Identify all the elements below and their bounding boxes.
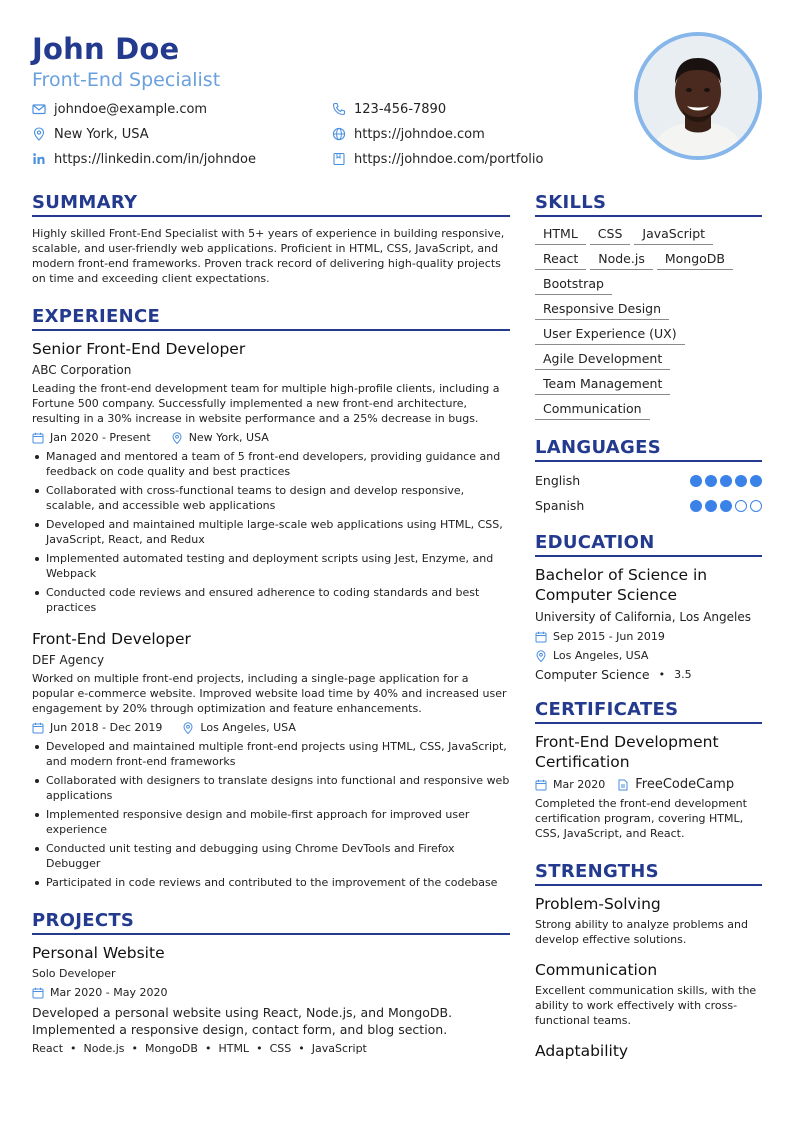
language-row xyxy=(535,493,762,518)
project-role: Solo Developer xyxy=(32,967,116,980)
job-description: Worked on multiple front-end projects, including a single-page application for a popular e-commerce website. Improved website load time by 40% and increased user engagement by 20% through optimization and feature enhancements. xyxy=(32,672,507,715)
job-title: Senior Front-End Developer xyxy=(32,340,246,358)
strength-name: Communication xyxy=(535,961,658,979)
list-item: Developed and maintained multiple large-scale web applications using HTML, CSS, JavaScript, React, and Redux xyxy=(32,517,510,547)
list-item: Collaborated with cross-functional teams to design and develop responsive, scalable, and accessible web applications xyxy=(32,483,510,513)
list-item: Developed and maintained multiple front-end projects using HTML, CSS, JavaScript, and modern front-end frameworks xyxy=(32,739,510,769)
job-meta xyxy=(32,430,510,445)
proficiency-dot-filled xyxy=(750,475,762,487)
project-entry xyxy=(32,943,510,1056)
job-entry xyxy=(32,339,510,615)
proficiency-dot-filled xyxy=(705,500,717,512)
projects-heading: PROJECTS xyxy=(32,910,510,935)
experience-heading: EXPERIENCE xyxy=(32,306,510,331)
globe-icon xyxy=(332,127,346,141)
profile-photo xyxy=(634,32,762,160)
resume-header xyxy=(32,30,762,170)
proficiency-dot-empty xyxy=(735,500,747,512)
job-entry xyxy=(32,629,510,890)
certificate-issuer: FreeCodeCamp xyxy=(635,777,735,792)
job-bullets xyxy=(32,449,510,615)
skill-tag: User Experience (UX) xyxy=(535,325,685,345)
candidate-name: John Doe xyxy=(32,32,180,66)
skills-heading: SKILLS xyxy=(535,192,762,217)
certificate-description: Completed the front-end development certification program, covering HTML, CSS, JavaScript, and React. xyxy=(535,797,747,840)
job-meta xyxy=(32,720,510,735)
tech-tag: Node.js xyxy=(83,1042,125,1055)
education-section xyxy=(535,532,762,682)
tech-tag: JavaScript xyxy=(311,1042,367,1055)
proficiency-dot-empty xyxy=(750,500,762,512)
contact-linkedin[interactable] xyxy=(32,150,256,168)
location-pin-icon xyxy=(32,127,46,141)
strength-name: Adaptability xyxy=(535,1042,629,1060)
contact-email[interactable] xyxy=(32,100,207,118)
strengths-heading: STRENGTHS xyxy=(535,861,762,886)
skill-tag: MongoDB xyxy=(657,250,733,270)
tech-tag: React xyxy=(32,1042,64,1055)
summary-section xyxy=(32,192,510,286)
list-item: Implemented automated testing and deployment scripts using Jest, Enzyme, and Webpack xyxy=(32,551,510,581)
list-item: Conducted unit testing and debugging using Chrome DevTools and Firefox Debugger xyxy=(32,841,510,871)
calendar-icon xyxy=(32,987,44,999)
project-description: Developed a personal website using React, Node.js, and MongoDB. Implemented a responsive design, contact form, and blog section. xyxy=(32,1005,453,1037)
language-name: Spanish xyxy=(535,498,585,513)
portfolio-icon xyxy=(332,152,346,166)
contact-website[interactable] xyxy=(332,125,485,143)
list-item: Implemented responsive design and mobile-first approach for improved user experience xyxy=(32,807,510,837)
project-meta xyxy=(32,985,510,1000)
phone-text: 123-456-7890 xyxy=(354,101,447,117)
project-name: Personal Website xyxy=(32,944,165,962)
calendar-icon xyxy=(32,722,44,734)
education-heading: EDUCATION xyxy=(535,532,762,557)
summary-text: Highly skilled Front-End Specialist with 5+ years of experience in building responsive, scalable, and user-friendly web applications. Proficient in HTML, CSS, JavaScript, and modern front-end frameworks. Proven track record of delivering high-quality projects on time and exceeding client expectations. xyxy=(32,227,505,285)
location-pin-icon xyxy=(171,432,183,444)
skill-tag: Node.js xyxy=(590,250,653,270)
skill-tag: Agile Development xyxy=(535,350,670,370)
tech-tag: CSS xyxy=(269,1042,292,1055)
list-item: Managed and mentored a team of 5 front-end developers, providing guidance and feedback on code quality and best practices xyxy=(32,449,510,479)
job-company: DEF Agency xyxy=(32,653,105,667)
projects-section xyxy=(32,910,510,1056)
languages-heading: LANGUAGES xyxy=(535,437,762,462)
summary-heading: SUMMARY xyxy=(32,192,510,217)
job-title: Front-End Developer xyxy=(32,630,191,648)
gpa: 3.5 xyxy=(674,668,692,681)
contact-location xyxy=(32,125,149,143)
proficiency-dot-filled xyxy=(690,475,702,487)
avatar-portrait-icon xyxy=(638,36,758,156)
email-text: johndoe@example.com xyxy=(54,101,208,117)
list-item: Conducted code reviews and ensured adherence to coding standards and best practices xyxy=(32,585,510,615)
education-dates-text: Sep 2015 - Jun 2019 xyxy=(553,630,665,643)
candidate-title: Front-End Specialist xyxy=(32,69,221,91)
skill-tag: JavaScript xyxy=(634,225,713,245)
list-item: Participated in code reviews and contributed to the improvement of the codebase xyxy=(32,875,510,890)
document-icon xyxy=(617,779,629,791)
skill-tag: React xyxy=(535,250,586,270)
proficiency-dots xyxy=(687,500,762,512)
certificate-name: Front-End Development Certification xyxy=(535,733,719,771)
skill-tag: Team Management xyxy=(535,375,670,395)
education-location xyxy=(535,648,762,663)
skill-tags xyxy=(535,225,762,425)
proficiency-dots xyxy=(687,475,762,487)
job-bullets xyxy=(32,739,510,890)
project-tech-list: React • Node.js • MongoDB • HTML • CSS • JavaScript xyxy=(32,1042,367,1055)
calendar-icon xyxy=(32,432,44,444)
skill-tag: Responsive Design xyxy=(535,300,669,320)
right-column xyxy=(535,192,762,1061)
strength-description: Excellent communication skills, with the ability to work effectively with cross-functional teams. xyxy=(535,984,757,1027)
location-pin-icon xyxy=(535,650,547,662)
experience-section xyxy=(32,306,510,890)
left-column xyxy=(32,192,510,1056)
job-description: Leading the front-end development team for multiple high-profile clients, including a Fortune 500 company. Successfully implemented a new front-end architecture, resulting in a 30% increase in website performance and a 25% decrease in bugs. xyxy=(32,382,500,425)
job-company: ABC Corporation xyxy=(32,363,132,377)
location-text: New York, USA xyxy=(54,126,149,142)
job-dates: Jan 2020 - Present xyxy=(50,431,151,444)
strength-name: Problem-Solving xyxy=(535,895,661,913)
skill-tag: CSS xyxy=(590,225,631,245)
skill-tag: Bootstrap xyxy=(535,275,612,295)
education-location-text: Los Angeles, USA xyxy=(553,649,649,662)
portfolio-text: https://johndoe.com/portfolio xyxy=(354,151,544,167)
tech-tag: HTML xyxy=(218,1042,250,1055)
website-text: https://johndoe.com xyxy=(354,126,485,142)
project-dates: Mar 2020 - May 2020 xyxy=(50,986,168,999)
proficiency-dot-filled xyxy=(720,500,732,512)
proficiency-dot-filled xyxy=(705,475,717,487)
tech-tag: MongoDB xyxy=(145,1042,198,1055)
strengths-section xyxy=(535,861,762,1061)
contact-portfolio[interactable] xyxy=(332,150,543,168)
list-item: Collaborated with designers to translate designs into functional and responsive web applications xyxy=(32,773,510,803)
skill-tag: HTML xyxy=(535,225,586,245)
skill-tag: Communication xyxy=(535,400,650,420)
job-location: New York, USA xyxy=(188,431,269,444)
language-list xyxy=(535,468,762,518)
skills-section xyxy=(535,192,762,425)
mail-icon xyxy=(32,102,46,116)
language-row xyxy=(535,468,762,493)
education-field: Computer Science xyxy=(535,667,650,682)
school: University of California, Los Angeles xyxy=(535,610,752,624)
education-dates xyxy=(535,629,762,644)
certificate-date: Mar 2020 xyxy=(553,778,606,791)
certificate-meta xyxy=(535,777,762,792)
certificates-section xyxy=(535,699,762,841)
contact-phone[interactable] xyxy=(332,100,446,118)
proficiency-dot-filled xyxy=(690,500,702,512)
proficiency-dot-filled xyxy=(720,475,732,487)
languages-section xyxy=(535,437,762,518)
calendar-icon xyxy=(535,779,547,791)
phone-icon xyxy=(332,102,346,116)
linkedin-text: https://linkedin.com/in/johndoe xyxy=(54,151,256,167)
degree: Bachelor of Science in Computer Science xyxy=(535,566,708,604)
proficiency-dot-filled xyxy=(735,475,747,487)
location-pin-icon xyxy=(182,722,194,734)
certificates-heading: CERTIFICATES xyxy=(535,699,762,724)
language-name: English xyxy=(535,473,581,488)
education-field-row: Computer Science • 3.5 xyxy=(535,667,692,682)
job-location: Los Angeles, USA xyxy=(200,721,296,734)
calendar-icon xyxy=(535,631,547,643)
strength-description: Strong ability to analyze problems and develop effective solutions. xyxy=(535,918,749,946)
job-dates: Jun 2018 - Dec 2019 xyxy=(50,721,163,734)
linkedin-icon xyxy=(32,152,46,166)
